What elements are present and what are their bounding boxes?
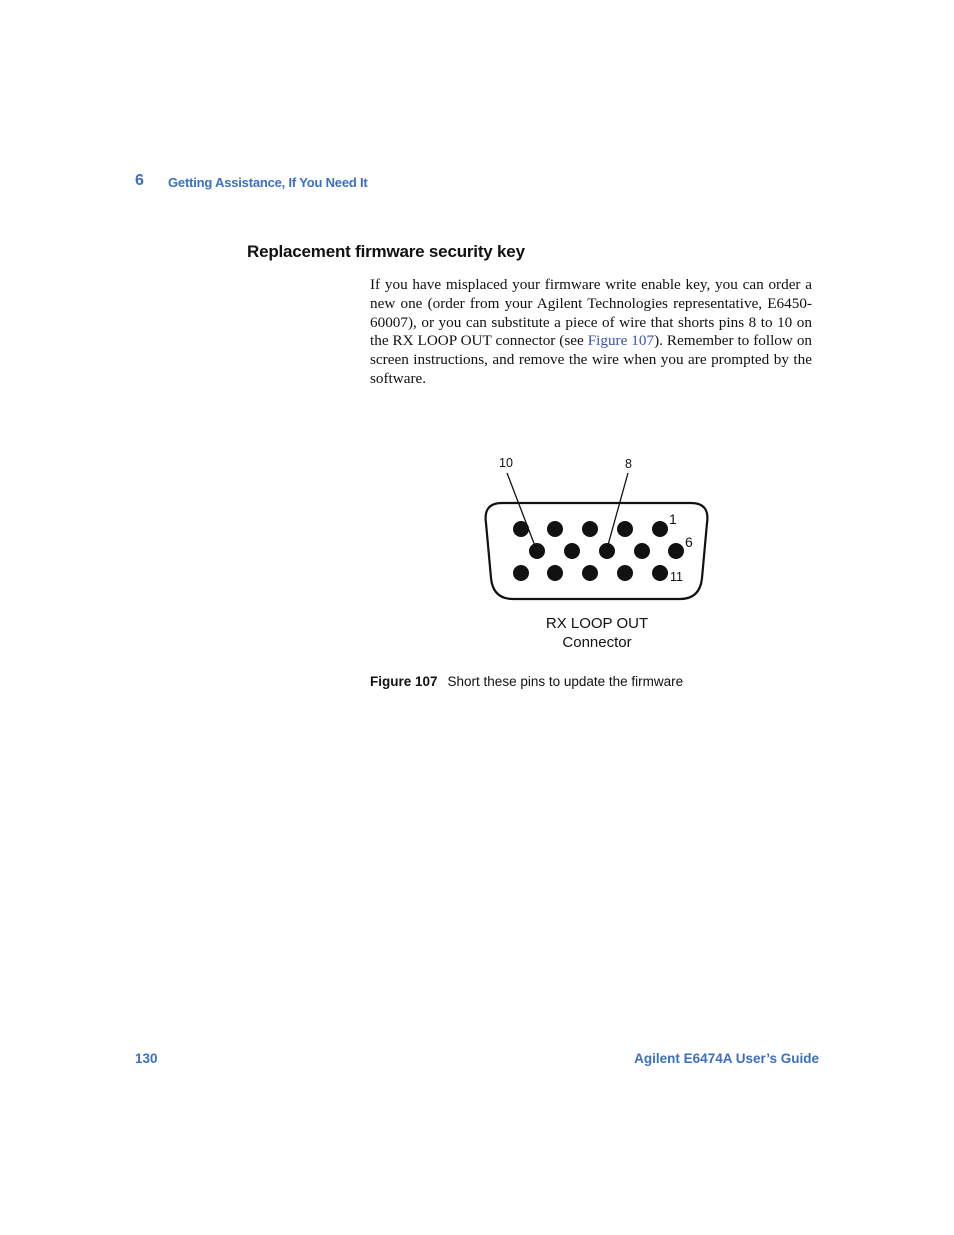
pin-6 (668, 543, 684, 559)
pin-10 (529, 543, 545, 559)
pin-3 (582, 521, 598, 537)
paragraph-text-start: If you have misplaced your firmware write enable key, you can order a new one (order from your Agilent Technologies representative, E6450-60007), or you can substitute a piece of wire that shorts pins 8 to 10 on the RX LOOP OUT connector (see (370, 276, 812, 350)
figure-reference-link[interactable]: Figure 107 (587, 332, 655, 350)
book-title: Agilent E6474A User’s Guide (634, 1051, 819, 1066)
pin-8 (599, 543, 615, 559)
figure-caption-number: Figure 107 (370, 674, 438, 689)
pin-label-11: 11 (670, 570, 683, 584)
section-heading: Replacement firmware security key (247, 242, 525, 261)
body-paragraph (370, 276, 812, 389)
connector-label-line2: Connector (562, 634, 632, 651)
pin-label-6: 6 (685, 534, 693, 550)
figure-caption-text: Short these pins to update the firmware (447, 674, 684, 689)
pin-7 (634, 543, 650, 559)
paragraph-text-end: ). Remember to follow on screen instructions, and remove the wire when you are prompted by the software. (370, 332, 813, 387)
page-number: 130 (135, 1051, 158, 1066)
pin-label-10: 10 (499, 456, 513, 470)
pin-1 (652, 521, 668, 537)
pin-11 (652, 565, 668, 581)
connector-diagram (470, 448, 730, 663)
pin-15 (513, 565, 529, 581)
pin-label-1: 1 (669, 511, 677, 527)
pin-9 (564, 543, 580, 559)
pin-14 (547, 565, 563, 581)
pin-2 (617, 521, 633, 537)
connector-label-line1: RX LOOP OUT (545, 615, 649, 632)
figure-caption (370, 674, 683, 689)
pin-13 (582, 565, 598, 581)
pin-12 (617, 565, 633, 581)
chapter-number: 6 (135, 172, 144, 189)
chapter-title: Getting Assistance, If You Need It (168, 175, 368, 190)
pin-4 (547, 521, 563, 537)
pin-label-8: 8 (625, 457, 632, 471)
